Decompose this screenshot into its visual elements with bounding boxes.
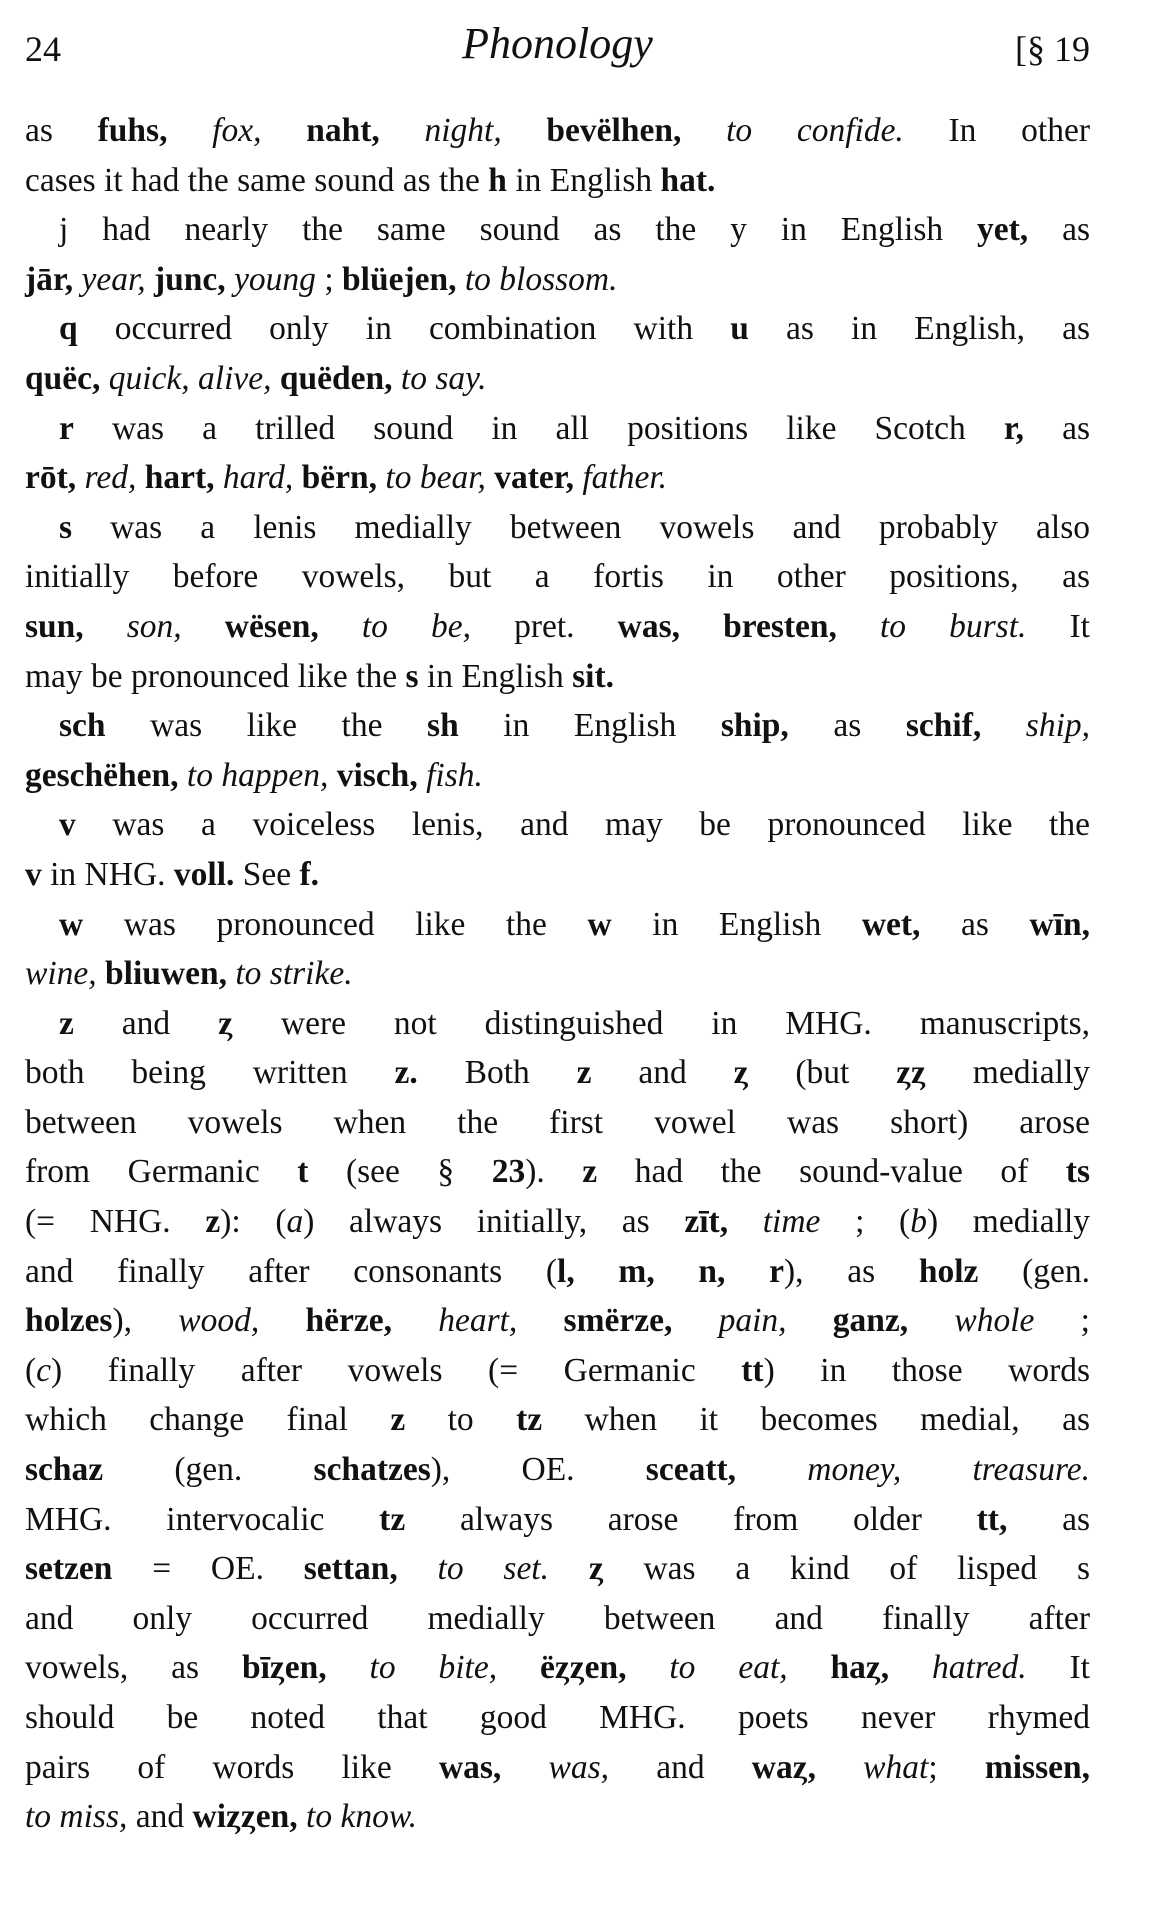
text-run: between vowels when the first vowel was short) arose <box>25 1103 1090 1141</box>
text-run: medially <box>925 1054 1091 1092</box>
text-line <box>25 602 1090 652</box>
text-line <box>25 453 1090 503</box>
bold-term: junc, <box>154 260 235 298</box>
bold-term: tz <box>379 1500 406 1538</box>
text-run: may be pronounced like the <box>25 657 406 695</box>
italic-gloss: c <box>36 1351 52 1389</box>
text-run: was a voiceless lenis, and may be pronounced like the <box>75 806 1090 844</box>
bold-term: l, m, n, r <box>557 1252 784 1290</box>
bold-term: ȥ <box>588 1550 604 1588</box>
bold-term: ȥ <box>218 1004 233 1042</box>
text-run: occurred only in combination with <box>77 310 731 348</box>
text-run: had the sound-value of <box>597 1153 1066 1191</box>
text-run: and <box>73 1004 219 1042</box>
text-run: It <box>1069 1649 1090 1687</box>
text-line <box>25 106 1090 156</box>
text-line <box>25 850 1090 900</box>
text-run: Both <box>417 1054 577 1092</box>
text-line <box>25 1147 1090 1197</box>
bold-term: ȥ <box>733 1054 749 1092</box>
bold-term: u <box>730 310 749 348</box>
bold-term: ganz, <box>832 1302 955 1340</box>
italic-gloss: to burst. <box>880 607 1070 645</box>
text-run: ) medially <box>926 1203 1090 1241</box>
bold-term: v <box>25 855 42 893</box>
bold-term: w <box>587 905 612 943</box>
bold-term: bliuwen, <box>105 955 236 993</box>
text-run: and <box>135 1798 193 1836</box>
bold-term: sceatt, <box>645 1451 808 1489</box>
bold-term: sh <box>427 707 459 745</box>
italic-gloss: time <box>762 1203 821 1241</box>
text-run: It <box>1069 607 1090 645</box>
bold-term: setzen <box>25 1550 113 1588</box>
bold-term: q <box>59 310 78 348</box>
italic-gloss: heart, <box>438 1302 564 1340</box>
bold-term: z <box>59 1004 74 1042</box>
bold-term: settan, <box>303 1550 438 1588</box>
text-run: ) finally after vowels (= Germanic <box>51 1351 742 1389</box>
text-run: as <box>920 905 1030 943</box>
text-run: initially before vowels, but a fortis in other positions, as <box>25 558 1090 596</box>
bold-term: v <box>59 806 76 844</box>
bold-term: visch, <box>336 756 427 794</box>
text-run: in NHG. <box>41 855 174 893</box>
bold-term: z <box>576 1054 592 1092</box>
italic-gloss: hatred. <box>932 1649 1070 1687</box>
text-run: ; <box>1034 1302 1090 1340</box>
bold-term: schaz <box>25 1451 104 1489</box>
text-line <box>25 999 1090 1049</box>
bold-term: voll. <box>173 855 235 893</box>
bold-term: ȥȥ <box>896 1054 926 1092</box>
italic-gloss: year, <box>81 260 155 298</box>
text-line <box>25 1048 1090 1098</box>
bold-term: zīt, <box>684 1203 763 1241</box>
italic-gloss: pain, <box>718 1302 833 1340</box>
italic-gloss: to bite, <box>369 1649 540 1687</box>
italic-gloss: to set. <box>437 1550 549 1588</box>
italic-gloss: to eat, <box>669 1649 831 1687</box>
bold-term: tt <box>741 1351 764 1389</box>
text-line <box>25 1594 1090 1644</box>
text-run: MHG. intervocalic <box>25 1500 380 1538</box>
italic-gloss: what <box>863 1748 929 1786</box>
text-run: as <box>1028 211 1090 249</box>
body-text <box>25 106 1090 1842</box>
italic-gloss: money, treasure. <box>807 1451 1090 1489</box>
italic-gloss: wood, <box>178 1302 306 1340</box>
text-run: as in English, as <box>748 310 1091 348</box>
bold-term: s <box>405 657 419 695</box>
text-run: which change final <box>25 1401 391 1439</box>
text-run: as <box>25 112 98 149</box>
bold-term: t <box>297 1153 309 1191</box>
bold-term: haȥ, <box>830 1649 933 1687</box>
italic-gloss: red, <box>84 459 145 497</box>
bold-term: w <box>59 905 84 943</box>
bold-term: z <box>582 1153 598 1191</box>
bold-term: missen, <box>984 1748 1091 1786</box>
text-line <box>25 652 1090 702</box>
text-run: as <box>1023 409 1090 447</box>
italic-gloss: to say. <box>400 359 487 397</box>
text-line <box>25 900 1090 950</box>
text-run: ; <box>315 260 342 298</box>
text-run: ; ( <box>820 1203 911 1241</box>
text-run: In other <box>948 112 1090 149</box>
text-line <box>25 503 1090 553</box>
text-line <box>25 1693 1090 1743</box>
section-marker: [§ 19 <box>1015 29 1090 69</box>
text-line <box>25 1495 1090 1545</box>
text-line <box>25 1346 1090 1396</box>
text-run: both being written <box>25 1054 395 1092</box>
italic-gloss: fish. <box>426 756 483 794</box>
text-run: was a lenis medially between vowels and probably also <box>72 508 1090 546</box>
text-line <box>25 1395 1090 1445</box>
text-run: ): ( <box>220 1203 287 1241</box>
text-run: j had nearly the same sound as the y in English <box>59 211 978 249</box>
bold-term: ship, <box>720 707 789 745</box>
italic-gloss: hard, <box>222 459 302 497</box>
bold-term: schatzes <box>313 1451 431 1489</box>
bold-term: fuhs, <box>97 112 213 149</box>
italic-gloss: fox, <box>212 112 307 149</box>
bold-term: tt, <box>976 1500 1008 1538</box>
italic-gloss: whole <box>954 1302 1035 1340</box>
text-line <box>25 552 1090 602</box>
text-line <box>25 156 1090 206</box>
italic-gloss: to confide. <box>726 112 949 149</box>
bold-term: blüejen, <box>342 260 465 298</box>
text-run: ), <box>112 1302 179 1340</box>
italic-gloss: father. <box>582 459 668 497</box>
bold-term: bīȥen, <box>241 1649 370 1687</box>
text-run: ; <box>928 1748 985 1786</box>
text-line <box>25 1098 1090 1148</box>
text-line <box>25 1296 1090 1346</box>
text-run: (gen. <box>103 1451 314 1489</box>
page-number: 24 <box>25 29 61 69</box>
text-run: was a trilled sound in all positions like Scotch <box>73 409 1004 447</box>
text-line <box>25 354 1090 404</box>
bold-term: hat. <box>660 161 716 199</box>
text-run: should be noted that good MHG. poets never rhymed <box>25 1699 1090 1736</box>
text-line <box>25 1643 1090 1693</box>
text-run: ), OE. <box>430 1451 646 1489</box>
bold-term: z. <box>394 1054 418 1092</box>
text-run: as <box>1007 1500 1090 1538</box>
text-run: vowels, as <box>25 1649 242 1687</box>
text-line <box>25 701 1090 751</box>
bold-term: s <box>59 508 73 546</box>
text-run: when it becomes medial, as <box>542 1401 1090 1439</box>
text-line <box>25 751 1090 801</box>
italic-gloss: a <box>286 1203 304 1241</box>
bold-term: holzes <box>25 1302 113 1340</box>
italic-gloss: to blossom. <box>464 260 618 298</box>
bold-term: holz <box>918 1252 979 1290</box>
bold-term: h <box>488 161 507 199</box>
text-run: (but <box>748 1054 897 1092</box>
bold-term: wësen, <box>224 607 362 645</box>
text-run: in English <box>506 161 661 199</box>
text-run: and finally after consonants ( <box>25 1252 558 1290</box>
text-run: = OE. <box>112 1550 304 1588</box>
text-line <box>25 1197 1090 1247</box>
text-run: ), as <box>783 1252 919 1290</box>
text-run: and <box>656 1748 752 1786</box>
text-run: (= NHG. <box>25 1203 206 1241</box>
text-run <box>549 1550 589 1587</box>
running-header <box>25 18 1090 78</box>
italic-gloss: to be, <box>361 607 515 645</box>
text-line <box>25 1247 1090 1297</box>
text-run: pret. <box>514 607 618 645</box>
bold-term: rōt, <box>25 459 85 497</box>
bold-term: jār, <box>25 260 82 298</box>
bold-term: ts <box>1065 1153 1090 1191</box>
bold-term: tz <box>516 1401 543 1439</box>
bold-term: sit. <box>572 657 614 695</box>
bold-term: vater, <box>494 459 583 497</box>
italic-gloss: wine, <box>25 955 106 993</box>
bold-term: bevëlhen, <box>546 112 727 149</box>
bold-term: quëden, <box>279 359 401 397</box>
bold-term: r, <box>1003 409 1024 447</box>
text-run: as <box>788 707 906 745</box>
bold-term: sch <box>59 707 106 745</box>
italic-gloss: to strike. <box>235 955 353 993</box>
bold-term: f. <box>299 855 320 893</box>
bold-term: r <box>59 409 74 447</box>
bold-term: ëȥȥen, <box>540 1649 670 1687</box>
text-run: were not distinguished in MHG. manuscripts, <box>232 1004 1090 1042</box>
text-line <box>25 1792 1090 1842</box>
bold-term: yet, <box>977 211 1029 249</box>
text-line <box>25 205 1090 255</box>
text-run: was like the <box>105 707 428 745</box>
bold-term: quëc, <box>25 359 109 397</box>
italic-gloss: to miss, <box>25 1798 136 1836</box>
bold-term: bërn, <box>301 459 386 497</box>
text-run: was pronounced like the <box>83 905 588 943</box>
italic-gloss: ship, <box>1025 707 1091 745</box>
italic-gloss: b <box>910 1203 927 1241</box>
text-run: ) in those words <box>763 1351 1091 1389</box>
text-run: always arose from older <box>405 1500 977 1538</box>
bold-term: smërze, <box>563 1302 719 1340</box>
bold-term: schif, <box>905 707 1026 745</box>
text-run: (gen. <box>978 1252 1091 1290</box>
text-run: in English <box>418 657 573 695</box>
italic-gloss: young <box>234 260 316 298</box>
bold-term: z <box>205 1203 221 1241</box>
italic-gloss: was, <box>548 1748 657 1786</box>
bold-term: z <box>390 1401 406 1439</box>
text-line <box>25 304 1090 354</box>
bold-term: geschëhen, <box>25 756 187 794</box>
text-run: and <box>591 1054 734 1092</box>
text-run: (see § <box>308 1153 492 1191</box>
text-line <box>25 800 1090 850</box>
bold-term: hart, <box>144 459 223 497</box>
bold-term: wet, <box>861 905 921 943</box>
italic-gloss: to know. <box>306 1798 418 1836</box>
text-line <box>25 404 1090 454</box>
text-run: and only occurred medially between and finally after <box>25 1599 1090 1637</box>
italic-gloss: to bear, <box>385 459 495 497</box>
text-line <box>25 1445 1090 1495</box>
italic-gloss: night, <box>424 112 547 149</box>
text-line <box>25 949 1090 999</box>
bold-term: wiȥȥen, <box>192 1798 307 1836</box>
bold-term: 23 <box>491 1153 526 1191</box>
bold-term: naht, <box>306 112 425 149</box>
text-run: See <box>234 855 300 893</box>
text-line <box>25 1743 1090 1793</box>
text-run: ( <box>25 1351 37 1389</box>
bold-term: waȥ, <box>751 1748 864 1786</box>
bold-term: was, <box>438 1748 549 1786</box>
text-run: pairs of words like <box>25 1748 439 1786</box>
italic-gloss: son, <box>126 607 225 645</box>
text-run: ) always initially, as <box>303 1203 685 1241</box>
text-line <box>25 1544 1090 1594</box>
text-run: was a kind of lisped s <box>603 1550 1090 1588</box>
page-title: Phonology <box>462 19 653 68</box>
text-run: in English <box>611 905 862 943</box>
bold-term: hërze, <box>305 1302 439 1340</box>
italic-gloss: quick, alive, <box>108 359 280 397</box>
text-run: from Germanic <box>25 1153 298 1191</box>
bold-term: was, bresten, <box>617 607 880 645</box>
bold-term: sun, <box>25 607 127 645</box>
text-run: in English <box>458 707 721 745</box>
text-run: cases it had the same sound as the <box>25 161 489 199</box>
italic-gloss: to happen, <box>186 756 337 794</box>
bold-term: wīn, <box>1029 905 1091 943</box>
text-run: ). <box>525 1153 583 1191</box>
text-line <box>25 255 1090 305</box>
text-run: to <box>405 1401 517 1439</box>
